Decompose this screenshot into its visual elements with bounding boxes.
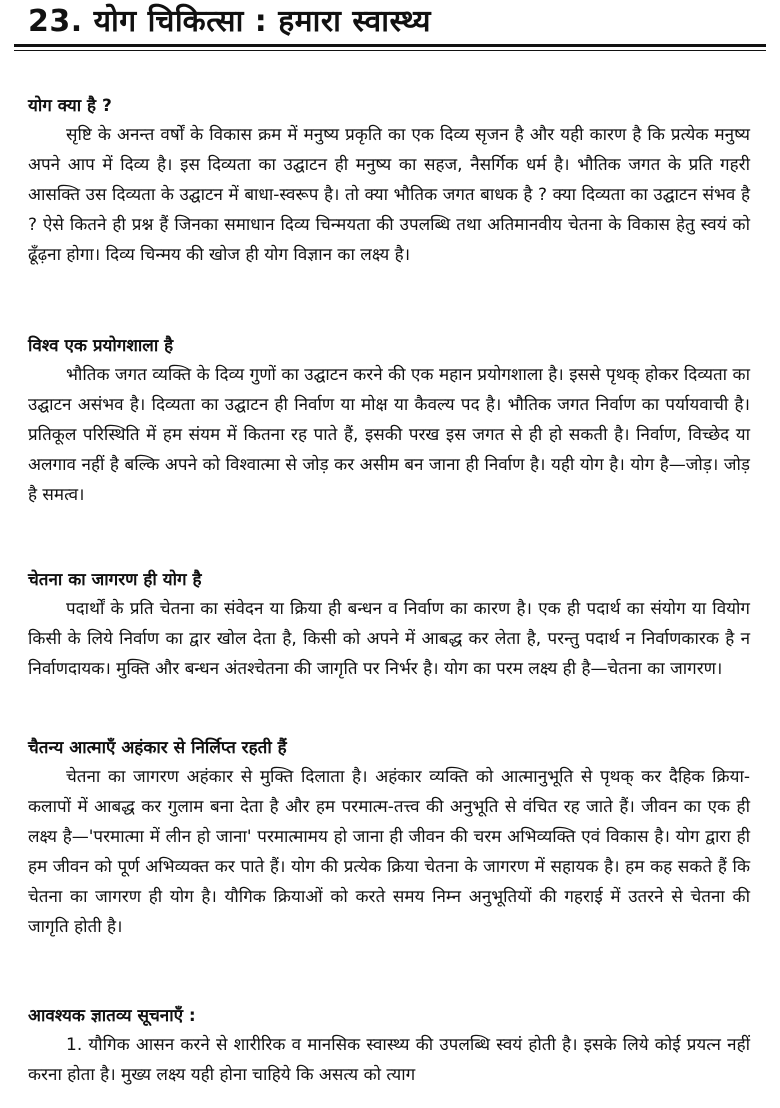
title-rule-thick [14,44,766,47]
section-body-what-is-yoga: सृष्टि के अनन्त वर्षों के विकास क्रम में मनुष्य प्रकृति का एक दिव्य सृजन है और यही कारण है कि प्रत्येक मनुष्य अपने आप में दिव्य है। इस दिव्यता का उद्घाटन ही मनुष्य का सहज, नैसर्गिक धर्म है। भौतिक जगत के प्रति गहरी आसक्ति उस दिव्यता के उद्घाटन में बाधा-स्वरूप है। तो क्या भौतिक जगत बाधक है ? क्या दिव्यता का उद्घाटन संभव है ? ऐसे कितने ही प्रश्न हैं जिनका समाधान दिव्य चिन्मयता की उपलब्धि तथा अतिमानवीय चेतना के विकास हेतु स्वयं को ढूँढ़ना होगा। दिव्य चिन्मय की खोज ही योग विज्ञान का लक्ष्य है। [28,125,750,265]
title-rule-thin [14,50,766,51]
section-body-notes: 1. यौगिक आसन करने से शारीरिक व मानसिक स्वास्थ्य की उपलब्धि स्वयं होती है। इसके लिये कोई प्रयत्न नहीं करना होता है। मुख्य लक्ष्य यही होना चाहिये कि असत्य को त्याग [28,1035,750,1085]
section-heading-world-laboratory: विश्व एक प्रयोगशाला है [28,336,174,356]
section-heading-what-is-yoga: योग क्या है ? [28,96,112,116]
section-body-awakening: पदार्थों के प्रति चेतना का संवेदन या क्रिया ही बन्धन व निर्वाण का कारण है। एक ही पदार्थ का संयोग या वियोग किसी के लिये निर्वाण का द्वार खोल देता है, किसी को अपने में आबद्ध कर लेता है, परन्तु पदार्थ न निर्वाणकारक है न निर्वाणदायक। मुक्ति और बन्धन अंतश्चेतना की जागृति पर निर्भर है। योग का परम लक्ष्य ही है—चेतना का जागरण। [28,599,750,679]
section-heading-notes: आवश्यक ज्ञातव्य सूचनाएँ : [28,1006,196,1026]
section-body-world-laboratory: भौतिक जगत व्यक्ति के दिव्य गुणों का उद्घाटन करने की एक महान प्रयोगशाला है। इससे पृथक् होकर दिव्यता का उद्घाटन असंभव है। दिव्यता का उद्घाटन ही निर्वाण या मोक्ष या कैवल्य पद है। भौतिक जगत निर्वाण का पर्यायवाची है। प्रतिकूल परिस्थिति में हम संयम में कितना रह पाते हैं, इसकी परख इस जगत से ही हो सकती है। निर्वाण, विच्छेद या अलगाव नहीं है बल्कि अपने को विश्वात्मा से जोड़ कर असीम बन जाना ही निर्वाण है। यही योग है। योग है—जोड़। जोड़ है समत्व। [28,365,750,505]
chapter-title: 23. योग चिकित्सा : हमारा स्वास्थ्य [28,4,432,39]
section-heading-awakening: चेतना का जागरण ही योग है [28,570,202,590]
section-heading-ego-free: चैतन्य आत्माएँ अहंकार से निर्लिप्त रहती हैं [28,738,287,758]
section-body-ego-free: चेतना का जागरण अहंकार से मुक्ति दिलाता है। अहंकार व्यक्ति को आत्मानुभूति से पृथक् कर दैहिक क्रिया-कलापों में आबद्ध कर गुलाम बना देता है और हम परमात्म-तत्त्व की अनुभूति से वंचित रह जाते हैं। जीवन का एक ही लक्ष्य है—'परमात्मा में लीन हो जाना' परमात्मामय हो जाना ही जीवन की चरम अभिव्यक्ति एवं विकास है। योग द्वारा ही हम जीवन को पूर्ण अभिव्यक्त कर पाते हैं। योग की प्रत्येक क्रिया चेतना के जागरण में सहायक है। हम कह सकते हैं कि चेतना का जागरण ही योग है। यौगिक क्रियाओं को करते समय निम्न अनुभूतियों की गहराई में उतरने से चेतना की जागृति होती है। [28,767,750,937]
